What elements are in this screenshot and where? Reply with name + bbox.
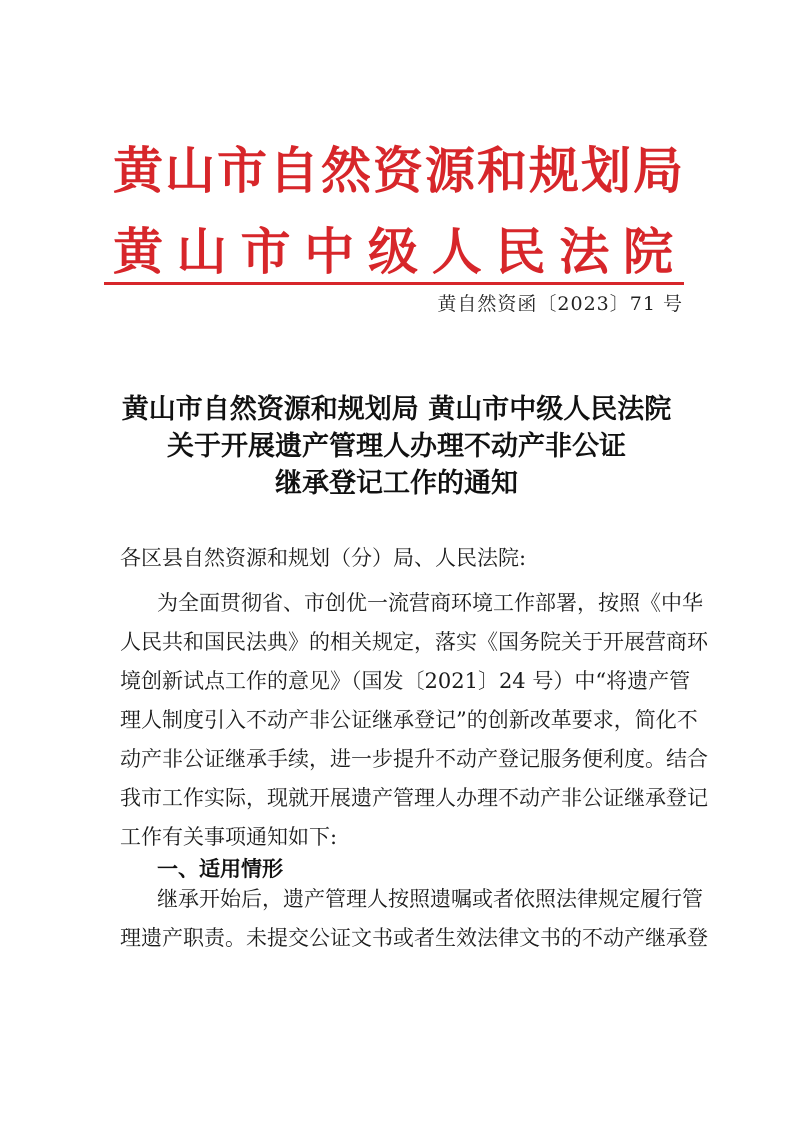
issuer-char: 和 <box>477 141 527 200</box>
issuer-char: 黄 <box>113 222 163 281</box>
issuer-char: 院 <box>623 222 673 281</box>
issuer-char: 自 <box>269 141 319 200</box>
paragraph-line: 动产非公证继承手续，进一步提升不动产登记服务便利度。结合 <box>120 747 708 771</box>
document-title-line-2: 关于开展遗产管理人办理不动产非公证 <box>167 431 626 462</box>
issuer-natural-resources-bureau <box>113 141 683 200</box>
issuer-char: 法 <box>559 222 610 281</box>
issuer-char: 局 <box>633 141 683 200</box>
paragraph-line: 理遗产职责。未提交公证文书或者生效法律文书的不动产继承登 <box>120 926 708 950</box>
issuer-char: 山 <box>176 222 227 281</box>
issuer-char: 源 <box>425 141 475 200</box>
paragraph-line: 工作有关事项通知如下: <box>120 825 338 849</box>
paragraph-line: 境创新试点工作的意见》（国发〔2021〕24 号）中“将遗产管 <box>120 669 691 693</box>
issuer-char: 人 <box>431 222 482 281</box>
document-number: 黄自然资函〔2023〕71 号 <box>437 293 683 315</box>
issuer-char: 民 <box>495 222 546 281</box>
paragraph-line: 我市工作实际，现就开展遗产管理人办理不动产非公证继承登记 <box>120 786 708 810</box>
paragraph-line: 为全面贯彻省、市创优一流营商环境工作部署，按照《中华 <box>157 591 703 615</box>
paragraph-line: 人民共和国民法典》的相关规定，落实《国务院关于开展营商环 <box>120 630 708 654</box>
section-heading: 一、适用情形 <box>157 857 283 881</box>
addressee: 各区县自然资源和规划（分）局、人民法院: <box>120 546 527 570</box>
issuer-char: 黄 <box>113 141 163 200</box>
issuer-char: 中 <box>304 222 355 281</box>
issuer-char: 级 <box>368 222 418 281</box>
paragraph-line: 继承开始后，遗产管理人按照遗嘱或者依照法律规定履行管 <box>157 887 703 911</box>
issuer-intermediate-court <box>113 222 673 281</box>
red-separator-line <box>104 282 684 285</box>
paragraph-line: 理人制度引入不动产非公证继承登记”的创新改革要求，简化不 <box>120 708 698 732</box>
issuer-char: 市 <box>240 222 291 281</box>
issuer-char: 山 <box>165 141 215 200</box>
document-title-line-1: 黄山市自然资源和规划局 黄山市中级人民法院 <box>121 394 672 425</box>
issuer-char: 资 <box>373 141 423 200</box>
issuer-char: 规 <box>529 141 579 200</box>
issuer-char: 市 <box>217 141 267 200</box>
issuer-char: 然 <box>321 141 371 200</box>
document-title-line-3: 继承登记工作的通知 <box>275 468 518 499</box>
issuer-char: 划 <box>581 141 631 200</box>
